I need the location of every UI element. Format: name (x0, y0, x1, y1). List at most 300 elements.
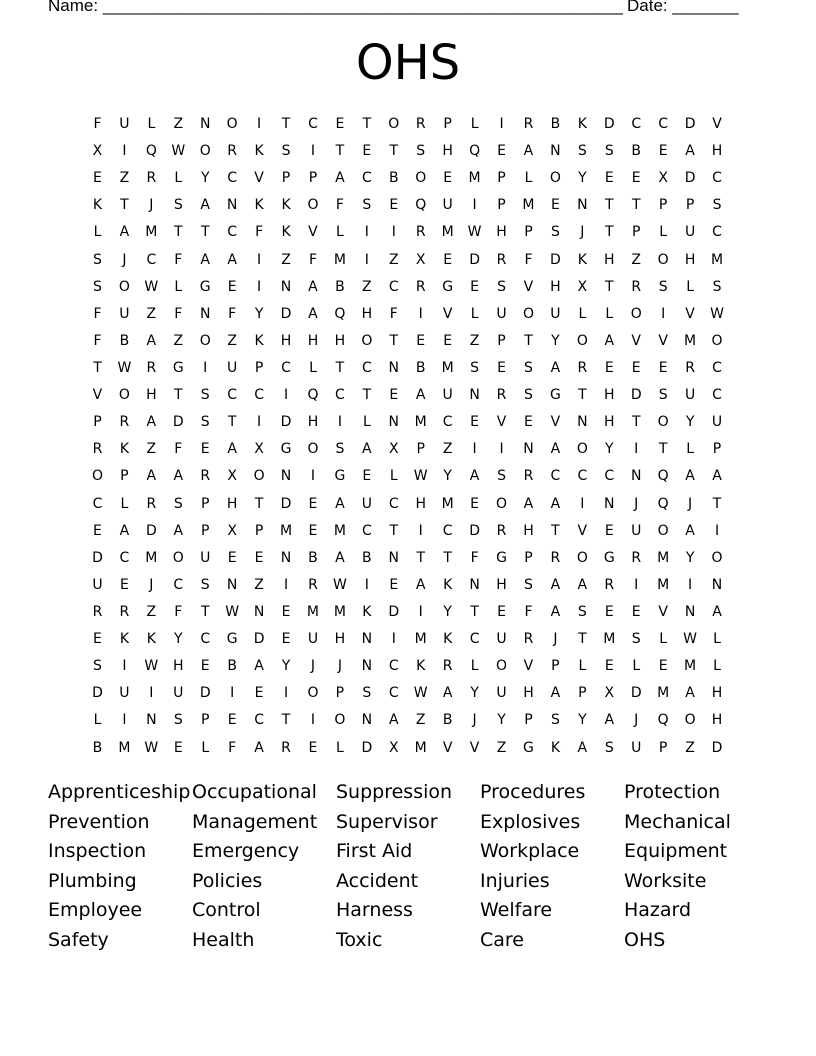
grid-letter: T (281, 712, 291, 729)
grid-letter: M (441, 224, 454, 241)
grid-letter: P (254, 522, 264, 539)
grid-letter: T (362, 387, 372, 404)
grid-letter: P (658, 739, 668, 756)
grid-letter: E (604, 359, 614, 376)
grid-letter: Q (657, 712, 669, 729)
grid-letter: M (468, 170, 481, 187)
grid-letter: T (335, 359, 345, 376)
word-list-item: Apprenticeship (48, 781, 191, 803)
grid-letter: D (684, 170, 696, 187)
grid-letter: W (144, 739, 159, 756)
grid-letter: G (280, 441, 292, 458)
grid-letter: E (362, 468, 372, 485)
grid-letter: E (497, 143, 506, 160)
grid-letter: U (684, 224, 696, 241)
grid-letter: U (119, 305, 130, 322)
grid-letter: E (658, 359, 668, 376)
word-list-item: Inspection (48, 840, 147, 863)
grid-letter: Y (578, 712, 587, 729)
grid-letter: N (361, 631, 373, 648)
grid-letter: M (333, 251, 346, 268)
grid-letter: T (120, 197, 129, 214)
grid-letter: N (388, 549, 400, 566)
grid-letter: V (523, 658, 534, 675)
grid-letter: A (685, 522, 695, 539)
grid-letter: A (119, 522, 130, 539)
grid-letter: D (684, 116, 696, 132)
grid-letter: Z (173, 116, 184, 132)
grid-letter: E (200, 441, 210, 458)
grid-letter: O (226, 116, 238, 132)
grid-letter: E (631, 603, 641, 620)
grid-letter: E (362, 143, 372, 160)
grid-letter: E (173, 739, 183, 756)
grid-letter: T (605, 224, 614, 241)
grid-letter: J (553, 631, 558, 648)
grid-letter: L (120, 495, 129, 512)
grid-letter: D (469, 522, 480, 539)
grid-letter: D (92, 549, 103, 566)
word-list-item: Occupational (192, 781, 317, 803)
grid-letter: R (631, 549, 642, 566)
grid-letter: B (308, 549, 318, 566)
grid-letter: B (442, 712, 453, 729)
grid-letter: R (227, 143, 238, 160)
grid-letter: R (523, 468, 534, 485)
grid-letter: B (362, 549, 372, 566)
grid-letter: P (443, 116, 452, 132)
grid-letter: N (630, 468, 642, 485)
grid-letter: A (335, 170, 345, 187)
grid-letter: E (281, 631, 291, 648)
grid-letter: L (201, 739, 210, 756)
grid-letter: E (604, 658, 614, 675)
grid-letter: W (171, 143, 186, 160)
name-line: Name: _______________________________________________________ (48, 0, 623, 15)
grid-letter: S (577, 143, 587, 160)
grid-letter: S (604, 143, 614, 160)
grid-letter: C (254, 712, 264, 729)
grid-letter: M (333, 603, 346, 620)
grid-letter: P (200, 522, 210, 539)
grid-letter: I (499, 116, 504, 132)
grid-letter: P (712, 441, 722, 458)
grid-letter: S (200, 387, 210, 404)
grid-letter: T (416, 549, 425, 566)
grid-letter: E (470, 495, 480, 512)
grid-letter: L (470, 305, 479, 322)
grid-letter: S (93, 251, 102, 268)
grid-letter: I (149, 685, 154, 702)
grid-letter: N (280, 549, 292, 566)
grid-letter: P (497, 332, 506, 349)
grid-letter: A (550, 495, 561, 512)
grid-letter: U (307, 631, 319, 648)
grid-letter: Y (578, 170, 587, 187)
grid-letter: A (308, 278, 318, 295)
grid-letter: Y (605, 441, 614, 458)
grid-letter: H (361, 305, 373, 322)
grid-letter: C (173, 576, 184, 593)
grid-letter: Z (281, 251, 291, 268)
grid-letter: C (604, 468, 615, 485)
grid-letter: E (308, 495, 318, 512)
grid-letter: H (146, 387, 157, 404)
grid-letter: R (523, 631, 534, 648)
grid-letter: U (227, 359, 238, 376)
grid-letter: K (254, 143, 264, 160)
grid-letter: K (416, 658, 426, 675)
grid-letter: C (361, 522, 372, 539)
grid-letter: D (92, 685, 103, 702)
grid-letter: D (172, 414, 184, 431)
grid-letter: R (415, 224, 426, 241)
grid-letter: S (524, 387, 533, 404)
grid-letter: H (334, 332, 346, 349)
grid-letter: U (119, 685, 130, 702)
grid-letter: K (577, 116, 587, 132)
grid-letter: Y (254, 305, 264, 322)
grid-letter: D (145, 522, 157, 539)
grid-letter: C (442, 522, 453, 539)
grid-letter: J (337, 658, 342, 675)
grid-letter: A (415, 387, 426, 404)
grid-letter: N (523, 441, 534, 458)
grid-letter: I (472, 197, 477, 214)
grid-letter: F (524, 251, 533, 268)
grid-letter: S (470, 359, 480, 376)
grid-letter: E (254, 549, 264, 566)
grid-letter: A (227, 441, 237, 458)
grid-letter: O (576, 332, 588, 349)
grid-letter: H (711, 143, 723, 160)
grid-letter: C (712, 224, 722, 241)
grid-letter: P (120, 468, 129, 485)
grid-letter: H (226, 495, 238, 512)
grid-letter: O (307, 685, 319, 702)
grid-letter: T (578, 387, 587, 404)
grid-letter: P (200, 495, 210, 512)
word-list-item: Health (192, 928, 255, 951)
grid-letter: I (257, 414, 262, 431)
grid-letter: O (199, 332, 211, 349)
grid-letter: A (523, 143, 534, 160)
grid-letter: L (336, 224, 344, 241)
grid-letter: T (389, 143, 399, 160)
grid-letter: R (119, 603, 130, 620)
grid-letter: T (335, 143, 345, 160)
grid-letter: T (389, 522, 399, 539)
grid-letter: W (710, 305, 724, 322)
grid-letter: L (174, 170, 183, 187)
grid-letter: D (469, 251, 480, 268)
grid-letter: C (388, 685, 399, 702)
grid-letter: P (497, 170, 506, 187)
grid-letter: S (658, 278, 668, 295)
grid-letter: M (710, 251, 724, 268)
grid-letter: A (415, 576, 426, 593)
grid-letter: E (389, 576, 399, 593)
grid-letter: U (442, 197, 453, 214)
grid-letter: S (200, 414, 210, 431)
word-list-item: Emergency (192, 840, 300, 863)
grid-letter: G (442, 278, 454, 295)
grid-letter: K (281, 224, 291, 241)
grid-letter: A (254, 739, 264, 756)
grid-letter: C (631, 116, 642, 132)
grid-letter: A (577, 739, 588, 756)
grid-letter: D (388, 603, 400, 620)
grid-letter: T (254, 495, 264, 512)
grid-letter: N (226, 197, 238, 214)
grid-letter: P (524, 224, 533, 241)
grid-letter: Z (362, 278, 372, 295)
grid-letter: J (149, 197, 154, 214)
grid-letter: O (684, 712, 696, 729)
grid-letter: U (631, 739, 642, 756)
grid-letter: O (91, 468, 103, 485)
grid-letter: T (631, 414, 641, 431)
word-list-item: Procedures (480, 781, 586, 803)
grid-letter: X (577, 278, 588, 295)
word-list-item: Prevention (48, 810, 150, 833)
grid-letter: S (335, 441, 345, 458)
grid-letter: G (226, 631, 238, 648)
grid-letter: T (658, 441, 668, 458)
grid-letter: V (658, 332, 668, 349)
grid-letter: A (173, 522, 184, 539)
grid-letter: P (524, 549, 533, 566)
grid-letter: S (362, 197, 372, 214)
grid-letter: U (684, 387, 696, 404)
word-list-item: Control (192, 899, 261, 922)
grid-letter: L (147, 116, 156, 132)
grid-letter: D (361, 739, 373, 756)
grid-letter: L (93, 712, 102, 729)
grid-letter: I (364, 224, 369, 241)
grid-letter: V (685, 305, 695, 322)
grid-letter: Q (415, 197, 427, 214)
page-title: OHS (355, 35, 461, 91)
grid-letter: O (496, 495, 508, 512)
grid-letter: M (657, 549, 670, 566)
grid-letter: H (523, 522, 534, 539)
grid-letter: A (550, 359, 561, 376)
grid-letter: R (92, 603, 103, 620)
grid-letter: V (631, 332, 641, 349)
grid-letter: F (174, 251, 183, 268)
grid-letter: E (93, 631, 102, 648)
grid-letter: C (335, 387, 345, 404)
grid-letter: H (496, 576, 507, 593)
grid-letter: M (145, 224, 158, 241)
grid-letter: L (470, 116, 479, 132)
grid-letter: I (418, 522, 423, 539)
grid-letter: Z (119, 170, 130, 187)
grid-letter: I (391, 224, 396, 241)
grid-letter: R (415, 116, 426, 132)
grid-letter: D (280, 305, 292, 322)
grid-letter: M (414, 414, 427, 431)
grid-letter: A (308, 305, 318, 322)
grid-letter: C (388, 278, 399, 295)
grid-letter: N (361, 712, 373, 729)
grid-letter: O (199, 143, 211, 160)
grid-letter: E (550, 197, 560, 214)
grid-letter: M (657, 576, 670, 593)
word-list-item: Equipment (624, 840, 728, 863)
grid-letter: R (281, 739, 291, 756)
grid-letter: N (253, 603, 265, 620)
word-list-item: OHS (624, 928, 666, 951)
grid-letter: E (200, 658, 210, 675)
grid-letter: N (604, 495, 615, 512)
grid-letter: T (443, 549, 452, 566)
grid-letter: W (467, 224, 482, 241)
grid-letter: A (523, 495, 534, 512)
grid-letter: Z (415, 712, 426, 729)
grid-letter: R (442, 658, 453, 675)
grid-letter: P (631, 224, 641, 241)
grid-letter: T (200, 603, 210, 620)
grid-letter: C (577, 468, 588, 485)
grid-letter: J (580, 224, 585, 241)
grid-letter: I (122, 658, 127, 675)
grid-letter: T (605, 278, 614, 295)
grid-letter: I (364, 251, 369, 268)
grid-letter: U (92, 576, 103, 593)
grid-letter: M (306, 603, 320, 620)
grid-letter: M (279, 522, 293, 539)
grid-letter: V (92, 387, 103, 404)
grid-letter: I (257, 251, 262, 268)
grid-letter: R (308, 576, 318, 593)
grid-letter: I (472, 441, 477, 458)
grid-letter: W (144, 278, 159, 295)
grid-letter: K (443, 576, 453, 593)
grid-letter: N (199, 116, 211, 132)
grid-letter: F (255, 224, 264, 241)
grid-letter: R (523, 116, 534, 132)
grid-letter: S (173, 495, 183, 512)
grid-letter: K (92, 197, 103, 214)
grid-letter: J (634, 495, 639, 512)
grid-letter: D (630, 685, 642, 702)
grid-letter: T (551, 522, 560, 539)
grid-letter: E (631, 359, 641, 376)
grid-letter: U (442, 387, 453, 404)
grid-letter: V (523, 278, 534, 295)
grid-letter: T (227, 414, 237, 431)
grid-letter: W (332, 576, 347, 593)
grid-letter: U (550, 305, 561, 322)
grid-letter: M (333, 522, 346, 539)
grid-letter: G (603, 549, 615, 566)
grid-letter: O (630, 305, 642, 322)
grid-letter: A (712, 468, 722, 485)
grid-letter: C (146, 251, 157, 268)
grid-letter: W (117, 359, 132, 376)
grid-letter: A (550, 603, 561, 620)
grid-letter: I (122, 712, 127, 729)
grid-letter: B (631, 143, 642, 160)
grid-letter: I (634, 441, 639, 458)
grid-letter: A (604, 712, 615, 729)
grid-letter: V (496, 414, 507, 431)
grid-letter: Y (685, 414, 695, 431)
grid-letter: V (308, 224, 318, 241)
grid-letter: C (227, 387, 238, 404)
grid-letter: P (93, 414, 102, 431)
grid-letter: S (577, 603, 587, 620)
grid-letter: E (443, 170, 453, 187)
grid-letter: G (523, 739, 534, 756)
grid-letter: H (711, 685, 723, 702)
grid-letter: Z (685, 739, 695, 756)
grid-letter: H (604, 414, 615, 431)
grid-letter: O (334, 712, 346, 729)
grid-letter: G (496, 549, 507, 566)
grid-letter: I (257, 278, 262, 295)
grid-letter: K (254, 332, 264, 349)
grid-letter: S (658, 387, 668, 404)
grid-letter: R (496, 522, 507, 539)
grid-letter: U (711, 414, 723, 431)
word-list-item: Protection (624, 781, 721, 803)
grid-letter: A (146, 468, 157, 485)
grid-letter: H (334, 631, 346, 648)
grid-letter: D (253, 631, 265, 648)
grid-letter: R (146, 495, 157, 512)
grid-letter: F (524, 603, 533, 620)
grid-letter: L (713, 631, 721, 648)
grid-letter: J (310, 658, 316, 675)
grid-letter: E (497, 603, 506, 620)
grid-letter: Z (388, 251, 399, 268)
word-list-item: Suppression (336, 781, 453, 803)
grid-letter: U (361, 495, 372, 512)
grid-letter: L (605, 305, 614, 322)
grid-letter: W (225, 603, 240, 620)
grid-letter: G (549, 387, 561, 404)
grid-letter: N (684, 603, 696, 620)
grid-letter: U (119, 116, 130, 132)
grid-letter: U (496, 305, 507, 322)
grid-letter: A (604, 332, 615, 349)
grid-letter: C (442, 414, 453, 431)
grid-letter: E (93, 170, 102, 187)
word-list-item: Plumbing (48, 869, 137, 892)
grid-letter: E (389, 197, 399, 214)
grid-letter: R (146, 359, 157, 376)
grid-letter: D (280, 414, 292, 431)
grid-letter: X (227, 522, 237, 539)
grid-letter: K (119, 631, 129, 648)
grid-letter: C (658, 116, 669, 132)
word-list-item: First Aid (336, 840, 413, 863)
word-list-item: Worksite (624, 869, 707, 892)
grid-letter: C (200, 631, 211, 648)
grid-letter: R (550, 549, 561, 566)
grid-letter: S (200, 576, 210, 593)
grid-letter: T (174, 224, 183, 241)
grid-letter: A (146, 414, 157, 431)
grid-letter: A (577, 576, 588, 593)
grid-letter: A (200, 251, 210, 268)
word-list-item: Safety (48, 928, 109, 951)
grid-letter: N (199, 305, 211, 322)
grid-letter: M (603, 631, 616, 648)
